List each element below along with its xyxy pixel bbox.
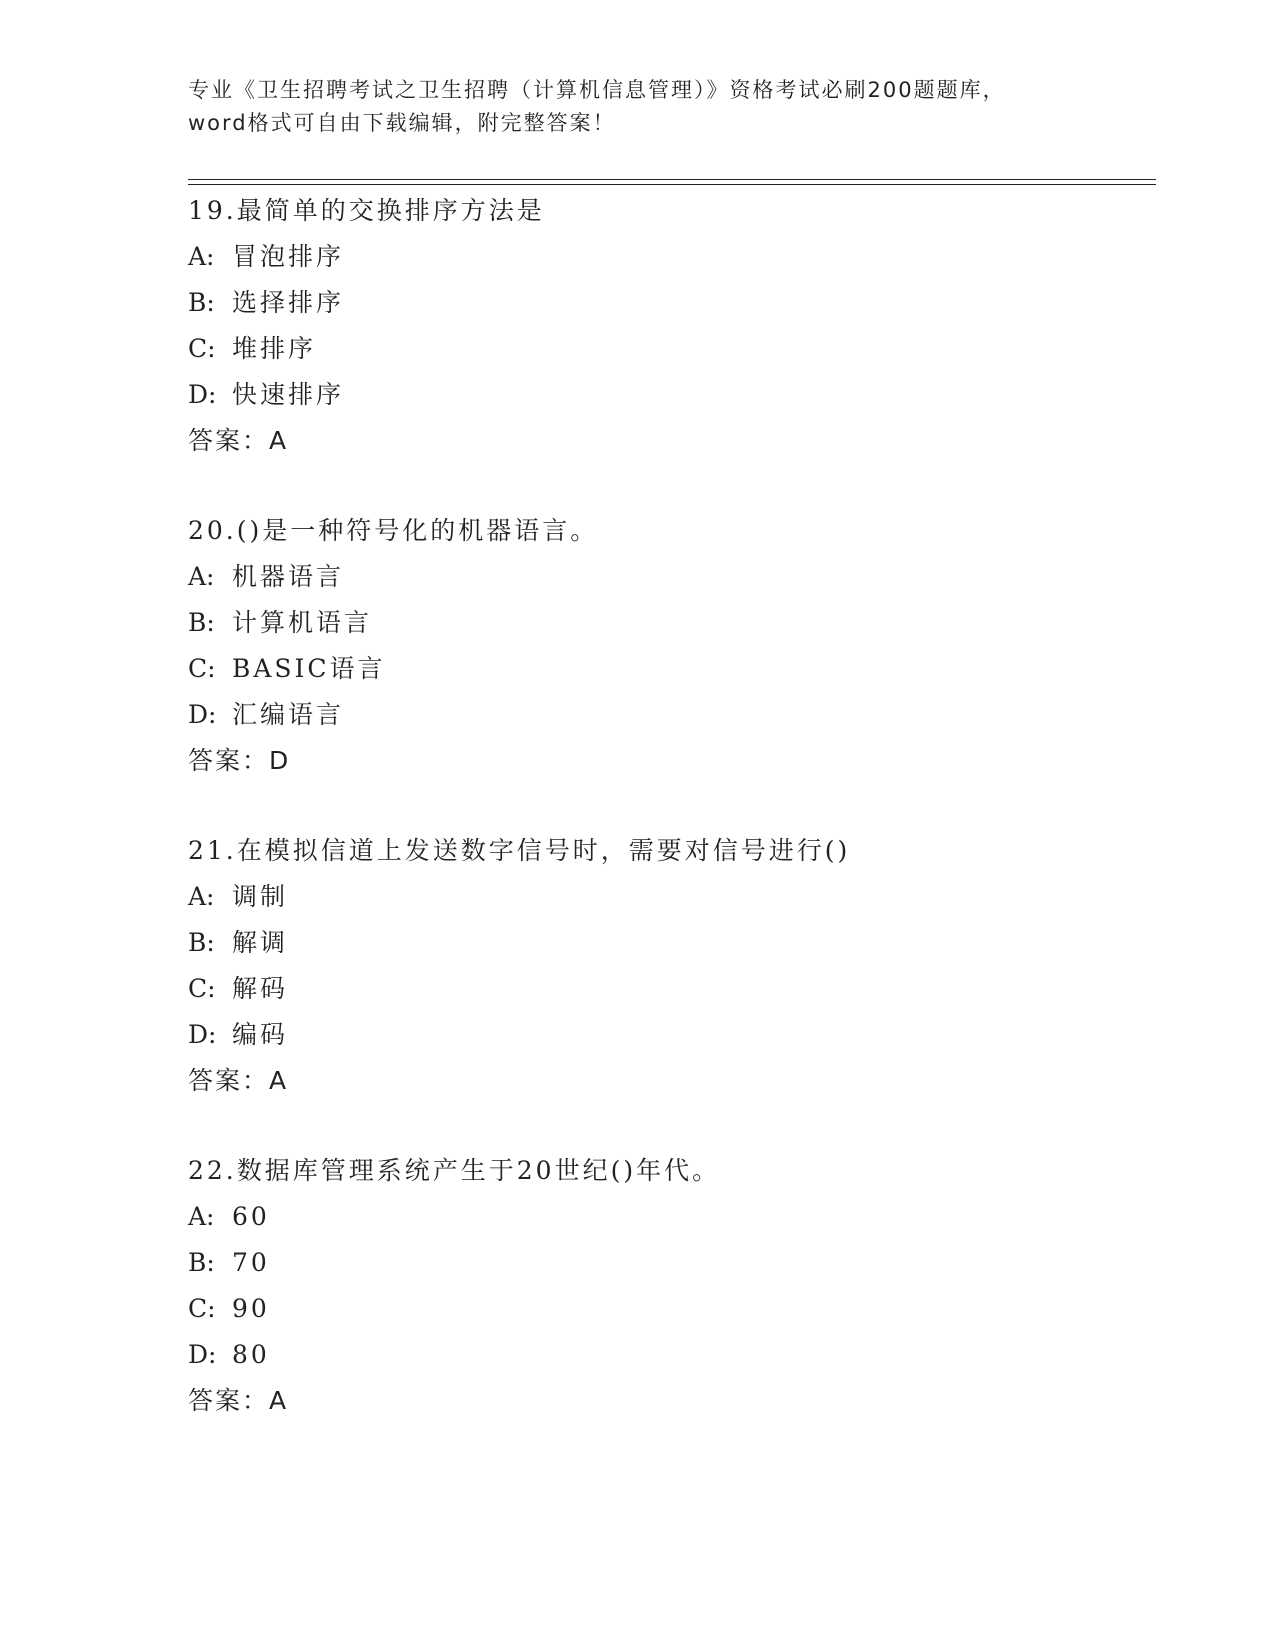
option-a <box>188 234 1148 280</box>
option-letter: D: <box>188 380 217 409</box>
question-stem: 21.在模拟信道上发送数字信号时，需要对信号进行() <box>188 836 851 865</box>
option-letter: C: <box>188 974 216 1003</box>
option-text: 选择排序 <box>232 288 345 317</box>
question-stem: 19.最简单的交换排序方法是 <box>188 196 545 225</box>
option-letter: C: <box>188 334 216 363</box>
option-text: 60 <box>232 1202 270 1231</box>
option-text: 堆排序 <box>232 334 317 363</box>
option-letter: C: <box>188 654 216 683</box>
option-letter: D: <box>188 1340 217 1369</box>
question-stem: 20.()是一种符号化的机器语言。 <box>188 516 599 545</box>
option-text: 80 <box>232 1340 270 1369</box>
option-text: 快速排序 <box>232 380 345 409</box>
option-text: 冒泡排序 <box>232 242 345 271</box>
header-line-2: word格式可自由下载编辑，附完整答案！ <box>188 111 616 135</box>
option-text: 编码 <box>232 1020 289 1049</box>
option-text: BASIC语言 <box>232 654 386 683</box>
document-header <box>188 74 1088 140</box>
option-text: 机器语言 <box>232 562 345 591</box>
option-letter: A: <box>188 562 215 591</box>
option-a <box>188 554 1148 600</box>
option-letter: D: <box>188 700 217 729</box>
option-b <box>188 600 1148 646</box>
option-letter: B: <box>188 288 215 317</box>
option-text: 汇编语言 <box>232 700 345 729</box>
option-d <box>188 372 1148 418</box>
answer-line: 答案：D <box>188 746 291 775</box>
option-letter: C: <box>188 1294 216 1323</box>
option-text: 解码 <box>232 974 289 1003</box>
option-letter: A: <box>188 882 215 911</box>
option-a <box>188 874 1148 920</box>
answer-line: 答案：A <box>188 1066 289 1095</box>
option-letter: A: <box>188 1202 215 1231</box>
answer-line: 答案：A <box>188 1386 289 1415</box>
option-text: 90 <box>232 1294 270 1323</box>
option-b <box>188 1240 1148 1286</box>
option-c <box>188 1286 1148 1332</box>
question-block <box>188 508 1148 784</box>
option-letter: A: <box>188 242 215 271</box>
option-c <box>188 966 1148 1012</box>
option-c <box>188 326 1148 372</box>
answer-line: 答案：A <box>188 426 289 455</box>
option-text: 70 <box>232 1248 270 1277</box>
option-letter: B: <box>188 1248 215 1277</box>
option-letter: B: <box>188 928 215 957</box>
option-d <box>188 1332 1148 1378</box>
option-b <box>188 280 1148 326</box>
header-line-1: 专业《卫生招聘考试之卫生招聘（计算机信息管理）》资格考试必刷200题题库， <box>188 78 1006 102</box>
option-letter: B: <box>188 608 215 637</box>
header-divider-bottom <box>188 184 1156 185</box>
header-divider-top <box>188 179 1156 180</box>
option-letter: D: <box>188 1020 217 1049</box>
option-text: 解调 <box>232 928 289 957</box>
question-block <box>188 188 1148 464</box>
question-block <box>188 828 1148 1104</box>
option-d <box>188 1012 1148 1058</box>
question-block <box>188 1148 1148 1424</box>
option-c <box>188 646 1148 692</box>
option-d <box>188 692 1148 738</box>
option-b <box>188 920 1148 966</box>
option-a <box>188 1194 1148 1240</box>
question-stem: 22.数据库管理系统产生于20世纪()年代。 <box>188 1156 721 1185</box>
option-text: 计算机语言 <box>232 608 373 637</box>
option-text: 调制 <box>232 882 289 911</box>
